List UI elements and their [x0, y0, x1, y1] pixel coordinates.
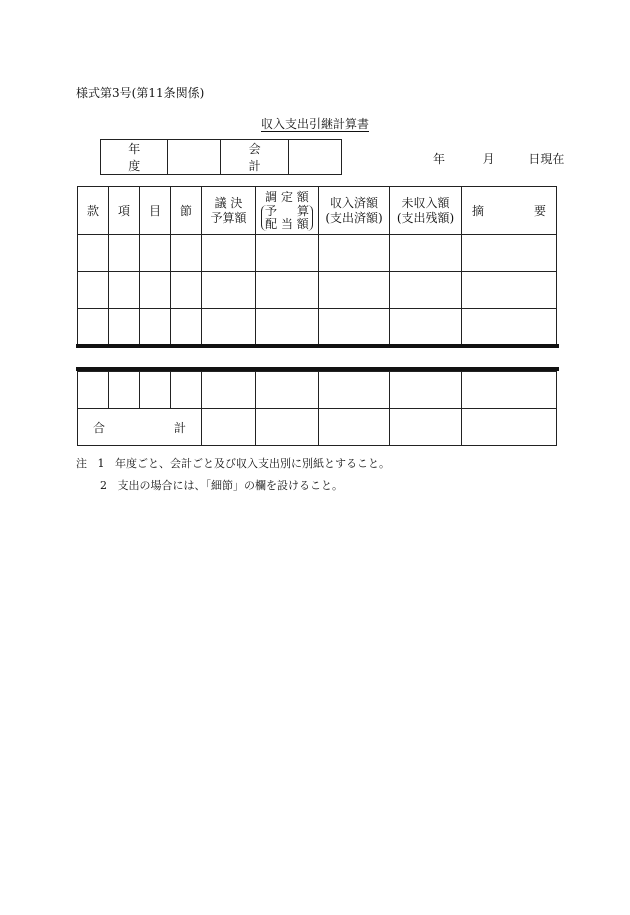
header-budget-resolved	[202, 187, 256, 235]
table-cell[interactable]	[171, 309, 202, 346]
table-cell[interactable]	[109, 372, 140, 409]
header-kou: 項	[109, 187, 140, 235]
table-cell[interactable]	[109, 272, 140, 309]
table-cell[interactable]	[109, 309, 140, 346]
table-cell[interactable]	[256, 272, 319, 309]
note-number: 1	[97, 457, 105, 470]
table-cell[interactable]	[319, 372, 390, 409]
main-table	[77, 186, 557, 346]
header-budget-resolved-line2: 予算額	[210, 210, 247, 225]
total-label-a: 合	[93, 420, 106, 435]
header-received	[319, 187, 390, 235]
table-cell[interactable]	[462, 309, 557, 346]
header-assessed-line1: 調 定 額	[265, 189, 309, 204]
table-cell[interactable]	[319, 409, 390, 446]
bottom-table	[77, 371, 557, 446]
table-cell[interactable]	[140, 235, 171, 272]
table-cell[interactable]	[256, 309, 319, 346]
table-cell[interactable]	[78, 309, 109, 346]
table-cell[interactable]	[202, 309, 256, 346]
table-cell[interactable]	[390, 272, 462, 309]
as-of-date	[433, 150, 564, 167]
year-label: 年度	[101, 140, 168, 175]
date-year: 年	[433, 152, 446, 166]
table-cell[interactable]	[202, 409, 256, 446]
table-cell[interactable]	[202, 272, 256, 309]
table-cell[interactable]	[390, 309, 462, 346]
table-cell[interactable]	[319, 309, 390, 346]
note-item-1	[76, 453, 390, 475]
header-unreceived-line1: 未収入額	[401, 195, 450, 210]
table-cell[interactable]	[256, 372, 319, 409]
notes	[76, 453, 390, 497]
table-break-line-top	[76, 344, 559, 348]
total-row	[78, 409, 557, 446]
header-moku: 目	[140, 187, 171, 235]
header-summary-a: 摘	[472, 204, 485, 218]
table-cell[interactable]	[390, 409, 462, 446]
table-cell[interactable]	[140, 372, 171, 409]
year-value-field[interactable]	[168, 140, 221, 175]
table-cell[interactable]	[171, 272, 202, 309]
table-cell[interactable]	[462, 235, 557, 272]
note-prefix: 注	[76, 457, 87, 470]
document-title-text: 収入支出引継計算書	[260, 117, 369, 131]
table-row	[78, 235, 557, 272]
table-cell[interactable]	[78, 372, 109, 409]
note-item-2	[76, 475, 390, 497]
table-cell[interactable]	[462, 372, 557, 409]
table-cell[interactable]	[256, 409, 319, 446]
total-label-cell	[78, 409, 202, 446]
form-number-label: 様式第3号(第11条関係)	[76, 86, 205, 100]
header-unreceived-line2: (支出残額)	[396, 210, 455, 225]
header-assessed-line2b: 算	[296, 203, 309, 218]
header-kan: 款	[78, 187, 109, 235]
table-cell[interactable]	[462, 272, 557, 309]
note-number: 2	[100, 479, 107, 492]
document-title	[0, 115, 630, 132]
table-cell[interactable]	[171, 235, 202, 272]
header-assessed-line3: 配 当 額	[265, 216, 309, 231]
header-setsu: 節	[171, 187, 202, 235]
note-text: 支出の場合には、「細節」の欄を設けること。	[117, 479, 343, 492]
note-text: 年度ごと、会計ごと及び収入支出別に別紙とすること。	[115, 457, 390, 470]
account-label: 会計	[221, 140, 288, 175]
header-budget-resolved-line1: 議 決	[214, 195, 243, 210]
table-cell[interactable]	[390, 235, 462, 272]
table-cell[interactable]	[140, 309, 171, 346]
table-cell[interactable]	[140, 272, 171, 309]
table-cell[interactable]	[390, 372, 462, 409]
header-received-line1: 収入済額	[329, 195, 378, 210]
table-header-row	[78, 187, 557, 235]
table-cell[interactable]	[78, 235, 109, 272]
table-row	[78, 309, 557, 346]
header-received-line2: (支出済額)	[325, 210, 383, 225]
table-cell[interactable]	[109, 235, 140, 272]
header-assessed-line2a: 予	[265, 203, 278, 218]
account-value-field[interactable]	[288, 140, 341, 175]
total-label-b: 計	[173, 420, 186, 435]
table-cell[interactable]	[319, 272, 390, 309]
table-row	[78, 372, 557, 409]
table-row	[78, 272, 557, 309]
table-cell[interactable]	[171, 372, 202, 409]
header-assessed-bracket	[261, 205, 313, 231]
info-table	[100, 139, 342, 175]
table-cell[interactable]	[202, 235, 256, 272]
date-month: 月	[482, 152, 495, 166]
header-summary-b: 要	[533, 204, 546, 218]
table-cell[interactable]	[78, 272, 109, 309]
table-cell[interactable]	[256, 235, 319, 272]
table-cell[interactable]	[202, 372, 256, 409]
table-cell[interactable]	[319, 235, 390, 272]
table-cell[interactable]	[462, 409, 557, 446]
date-day-suffix: 日現在	[528, 152, 565, 166]
header-unreceived	[390, 187, 462, 235]
header-assessed-amount	[256, 187, 319, 235]
header-summary	[462, 187, 557, 235]
